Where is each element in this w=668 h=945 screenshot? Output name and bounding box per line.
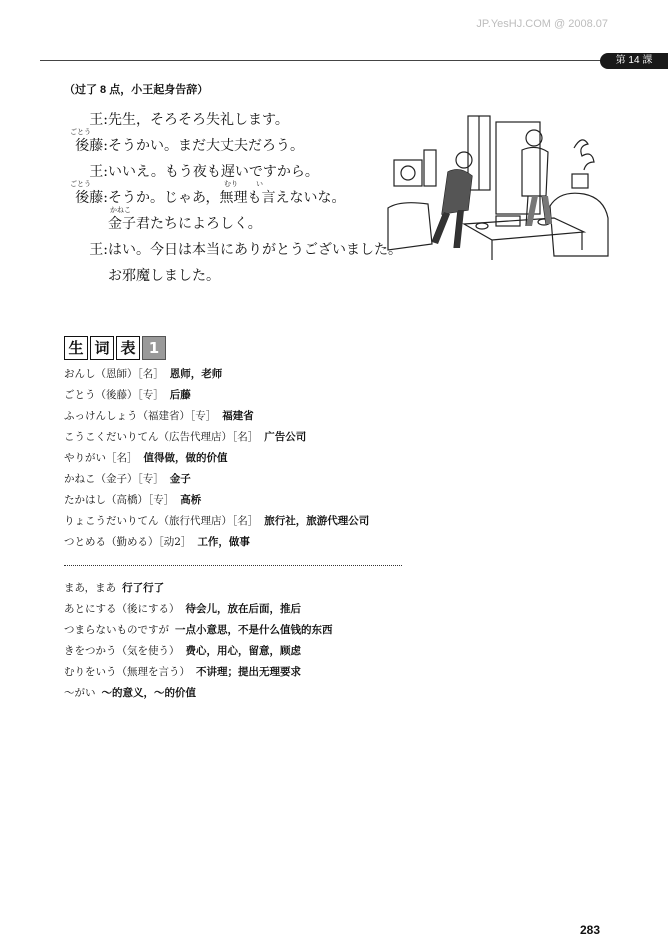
vocab-row bbox=[64, 427, 369, 448]
page-number: 283 bbox=[579, 923, 600, 937]
lesson-tab: 第 14 課 bbox=[600, 53, 668, 69]
line-text: 先生，そろそろ失礼します。 bbox=[108, 112, 289, 128]
vocab-row bbox=[64, 532, 369, 553]
furigana: ごとう bbox=[70, 180, 91, 188]
vocab-title-char: 生 bbox=[64, 336, 88, 360]
vocab-meaning: 一点小意思，不是什么值钱的东西 bbox=[175, 624, 333, 636]
furigana: い bbox=[256, 180, 263, 188]
header-rule bbox=[40, 60, 668, 61]
vocab-meaning: 费心，用心，留意，顾虑 bbox=[185, 645, 301, 657]
vocab-row bbox=[64, 448, 369, 469]
vocab-row bbox=[64, 599, 333, 620]
line-text: いいえ。もう夜も遅いですから。 bbox=[108, 164, 319, 180]
plant-pot bbox=[572, 174, 588, 188]
vocab-reading: やりがい［名］ bbox=[64, 452, 138, 464]
vocab-meaning: 后藤 bbox=[169, 389, 191, 401]
vocab-list-main bbox=[64, 364, 369, 553]
speaker: 王: bbox=[89, 112, 108, 128]
vocab-meaning: 福建省 bbox=[222, 410, 254, 422]
person-goto-body bbox=[522, 147, 548, 196]
cup bbox=[476, 223, 488, 229]
vocab-reading: まあ，まあ bbox=[64, 582, 117, 594]
speaker: 後藤: bbox=[75, 190, 108, 206]
vocab-meaning: 行了行了 bbox=[122, 582, 165, 594]
line-text: お邪魔しました。 bbox=[108, 268, 220, 284]
clock bbox=[394, 160, 422, 186]
vocab-list-title bbox=[64, 336, 166, 360]
vocab-list-phrases bbox=[64, 578, 333, 704]
living-room-illustration bbox=[384, 108, 610, 268]
line-text: そうかい。まだ大丈夫だろう。 bbox=[108, 138, 304, 154]
speaker: 王: bbox=[89, 242, 108, 258]
vocab-meaning: ～的意义，～的价值 bbox=[101, 687, 196, 699]
vocab-row bbox=[64, 385, 369, 406]
vocab-title-char: 表 bbox=[116, 336, 140, 360]
sofa-right bbox=[550, 193, 608, 256]
vocab-reading: たかはし（高橋）［专］ bbox=[64, 494, 175, 506]
line-text: 金子君たちによろしく。 bbox=[108, 216, 262, 232]
vocab-row bbox=[64, 364, 369, 385]
line-text: はい。今日は本当にありがとうございました。 bbox=[108, 242, 402, 258]
vocab-reading: ごとう（後藤）［专］ bbox=[64, 389, 164, 401]
person-wang-head bbox=[456, 152, 472, 168]
furigana: かねこ bbox=[110, 206, 131, 214]
scene-note: （过了 8 点，小王起身告辞） bbox=[64, 84, 209, 96]
vocab-reading: むりをいう（無理を言う） bbox=[64, 666, 190, 678]
furigana: ごとう bbox=[70, 128, 91, 136]
dotted-separator bbox=[64, 565, 402, 566]
watermark: JP.YesHJ.COM @ 2008.07 bbox=[476, 18, 608, 30]
vocab-reading: りょこうだいりてん（旅行代理店）［名］ bbox=[64, 515, 259, 527]
dialogue-line bbox=[64, 129, 424, 155]
dialogue-line bbox=[64, 233, 424, 259]
speaker: 王: bbox=[89, 164, 108, 180]
vocab-row bbox=[64, 406, 369, 427]
vocab-meaning: 工作，做事 bbox=[197, 536, 250, 548]
vocab-meaning: 高桥 bbox=[180, 494, 202, 506]
plant bbox=[574, 140, 594, 170]
vocab-row bbox=[64, 511, 369, 532]
vocab-meaning: 广告公司 bbox=[264, 431, 307, 443]
dialogue-line bbox=[64, 103, 424, 129]
vocab-row bbox=[64, 578, 333, 599]
dialogue bbox=[64, 103, 424, 285]
vocab-reading: かねこ（金子）［专］ bbox=[64, 473, 164, 485]
vocab-meaning: 值得做，做的价值 bbox=[143, 452, 228, 464]
vocab-meaning: 旅行社，旅游代理公司 bbox=[264, 515, 370, 527]
vocab-reading: ～がい bbox=[64, 687, 96, 699]
vocab-reading: あとにする（後にする） bbox=[64, 603, 180, 615]
dialogue-line bbox=[64, 155, 424, 181]
vocab-row bbox=[64, 683, 333, 704]
dialogue-line bbox=[64, 207, 424, 233]
vocab-meaning: 不讲理；提出无理要求 bbox=[196, 666, 301, 678]
vocab-meaning: 金子 bbox=[169, 473, 191, 485]
vocab-reading: きをつかう（気を使う） bbox=[64, 645, 180, 657]
vocab-title-number: 1 bbox=[142, 336, 166, 360]
furigana: むり bbox=[224, 180, 238, 188]
vocab-reading: つとめる（勤める）［动2］ bbox=[64, 536, 192, 548]
vocab-reading: ふっけんしょう（福建省）［专］ bbox=[64, 410, 217, 422]
vocab-meaning: 恩师，老师 bbox=[169, 368, 223, 380]
sofa-left bbox=[388, 203, 432, 250]
dialogue-line bbox=[64, 259, 424, 285]
vocab-row bbox=[64, 620, 333, 641]
vocab-row bbox=[64, 641, 333, 662]
vocab-reading: こうこくだいりてん（広告代理店）［名］ bbox=[64, 431, 259, 443]
vocab-reading: おんし（恩師）［名］ bbox=[64, 368, 164, 380]
speaker: 後藤: bbox=[75, 138, 108, 154]
vocab-meaning: 待会儿，放在后面，推后 bbox=[185, 603, 301, 615]
vocab-row bbox=[64, 469, 369, 490]
dialogue-line bbox=[64, 181, 424, 207]
vocab-title-char: 词 bbox=[90, 336, 114, 360]
line-text: そうか。じゃあ，無理も言えないな。 bbox=[108, 190, 346, 206]
frame-on-table bbox=[424, 150, 436, 186]
vocab-row bbox=[64, 490, 369, 511]
vocab-reading: つまらないものですが bbox=[64, 624, 169, 636]
vocab-row bbox=[64, 662, 333, 683]
